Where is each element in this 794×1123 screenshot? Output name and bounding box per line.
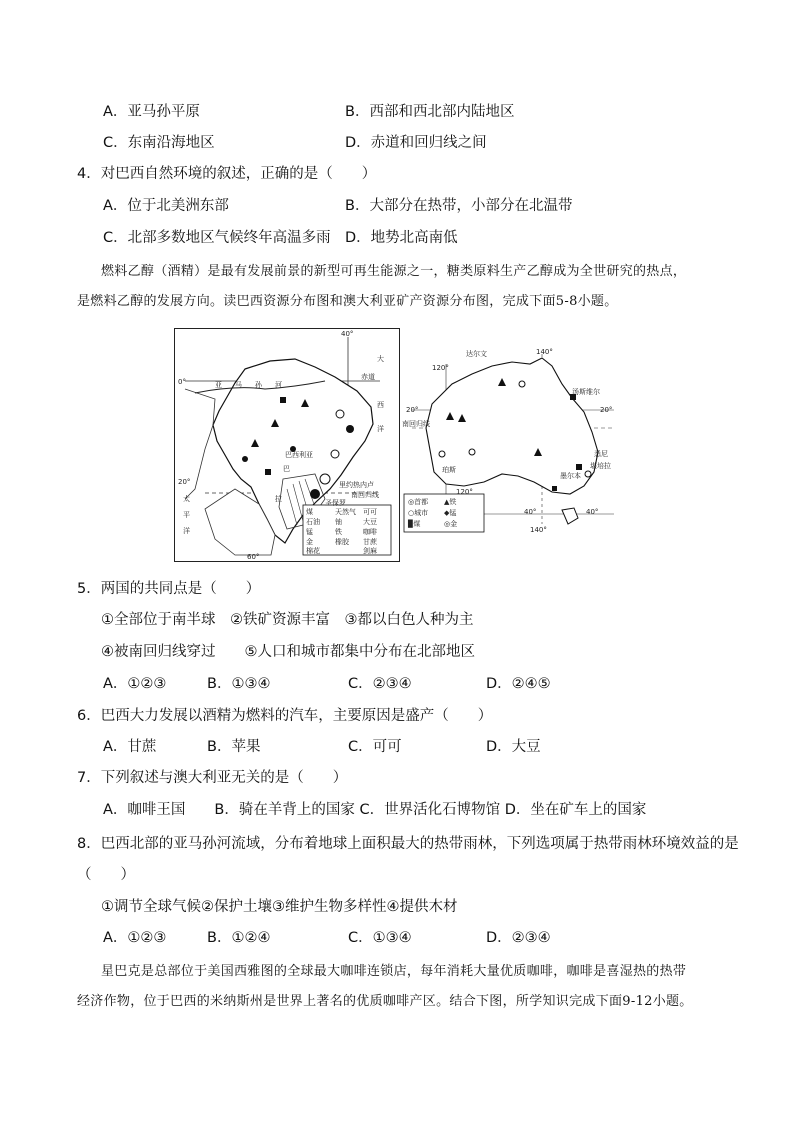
brazil-amazon3: 孙 bbox=[255, 381, 262, 389]
legend-uranium: 铀 bbox=[335, 518, 342, 526]
brazil-amazon1: 亚 bbox=[215, 381, 222, 389]
legend-sisal: 剑麻 bbox=[363, 547, 377, 555]
q8-paren: （ ） bbox=[77, 867, 135, 883]
legend-iron: 铁 bbox=[335, 528, 342, 536]
q8-option-d: D．②③④ bbox=[486, 930, 551, 946]
australia-map-graphic bbox=[402, 344, 624, 536]
brazil-ocean3: 洋 bbox=[377, 425, 384, 433]
brazil-resource-map bbox=[174, 328, 400, 562]
brazil-ocean1: 大 bbox=[377, 355, 384, 363]
q8-option-c: C．①③④ bbox=[348, 930, 412, 946]
brazil-tropic: 南回归线 bbox=[351, 491, 379, 499]
aus-canberra: 堪培拉 bbox=[590, 462, 611, 470]
aus-lat40-right: 40° bbox=[586, 508, 599, 516]
q3-option-b: B．西部和西北部内陆地区 bbox=[345, 104, 515, 120]
brazil-map-graphic bbox=[175, 329, 399, 561]
aus-legend-capital: ◎首都 bbox=[408, 498, 429, 506]
q8-stem: 8．巴西北部的亚马孙河流域，分布着地球上面积最大的热带雨林，下列选项属于热带雨林环境效益的是 bbox=[77, 836, 739, 852]
legend-rubber: 橡胶 bbox=[335, 538, 349, 546]
q8-statements: ①调节全球气候②保护土壤③维护生物多样性④提供木材 bbox=[101, 899, 458, 915]
q6-option-c: C．可可 bbox=[348, 739, 402, 755]
brazil-ba: 巴 bbox=[283, 465, 290, 473]
q7-stem: 7．下列叙述与澳大利亚无关的是（ ） bbox=[77, 770, 348, 786]
q5-statements-1: ①全部位于南半球 ②铁矿资源丰富 ③都以白色人种为主 bbox=[101, 612, 474, 628]
passage2-line2: 经济作物，位于巴西的米纳斯州是世界上著名的优质咖啡产区。结合下图，所学知识完成下面9-12小题。 bbox=[77, 994, 693, 1009]
legend-mn: 锰 bbox=[306, 528, 313, 536]
q8-option-b: B．①②④ bbox=[207, 930, 271, 946]
legend-cocoa: 可可 bbox=[363, 508, 377, 516]
aus-lat20-left: 20° bbox=[406, 406, 419, 414]
brazil-rio: 里约热内卢 bbox=[339, 481, 374, 489]
q5-option-a: A．①②③ bbox=[103, 676, 167, 692]
legend-cotton: 棉花 bbox=[306, 547, 320, 555]
brazil-equator: 赤道 bbox=[361, 373, 375, 381]
aus-lon120-bottom: 120° bbox=[456, 488, 473, 496]
q3-option-c: C．东南沿海地区 bbox=[103, 135, 215, 151]
legend-sugarcane: 甘蔗 bbox=[363, 538, 377, 546]
aus-lat20-right: 20° bbox=[600, 406, 613, 414]
passage2-line1: 星巴克是总部位于美国西雅图的全球最大咖啡连锁店，每年消耗大量优质咖啡，咖啡是喜湿热的热带 bbox=[101, 964, 687, 979]
australia-resource-map bbox=[402, 344, 624, 536]
brazil-amazon2: 马 bbox=[235, 381, 242, 389]
q5-statements-2: ④被南回归线穿过 ⑤人口和城市都集中分布在北部地区 bbox=[101, 644, 475, 660]
aus-melbourne: 墨尔本 bbox=[560, 472, 581, 480]
q5-stem: 5．两国的共同点是（ ） bbox=[77, 581, 261, 597]
q3-option-a: A．亚马孙平原 bbox=[103, 104, 200, 120]
brazil-la: 拉 bbox=[275, 495, 282, 503]
q5-option-b: B．①③④ bbox=[207, 676, 271, 692]
q6-stem: 6．巴西大力发展以酒精为燃料的汽车，主要原因是盛产（ ） bbox=[77, 708, 493, 724]
legend-oil: 石油 bbox=[306, 518, 320, 526]
q6-option-d: D．大豆 bbox=[486, 739, 541, 755]
q4-option-a: A．位于北美洲东部 bbox=[103, 198, 229, 214]
aus-legend-gold: ◎金 bbox=[444, 520, 458, 528]
aus-darwin: 达尔文 bbox=[466, 350, 487, 358]
q5-option-c: C．②③④ bbox=[348, 676, 412, 692]
brazil-lat0: 0° bbox=[178, 378, 186, 386]
q4-option-c: C．北部多数地区气候终年高温多雨 bbox=[103, 230, 331, 246]
legend-gas: 天然气 bbox=[335, 508, 356, 516]
q6-option-b: B．苹果 bbox=[207, 739, 261, 755]
brazil-pacific3: 洋 bbox=[183, 527, 190, 535]
legend-gold: 金 bbox=[306, 538, 313, 546]
aus-legend-coal: ▉煤 bbox=[408, 520, 421, 528]
q5-option-d: D．②④⑤ bbox=[486, 676, 551, 692]
q3-option-d: D．赤道和回归线之间 bbox=[345, 135, 487, 151]
q4-option-b: B．大部分在热带，小部分在北温带 bbox=[345, 198, 573, 214]
aus-legend-iron: ▲铁 bbox=[444, 498, 457, 506]
legend-soy: 大豆 bbox=[363, 518, 377, 526]
q7-options: A．咖啡王国 B．骑在羊背上的国家 C．世界活化石博物馆 D．坐在矿车上的国家 bbox=[103, 802, 647, 818]
aus-legend-mn: ◆锰 bbox=[444, 509, 457, 517]
aus-townsville: 汤斯维尔 bbox=[572, 388, 600, 396]
aus-sydney: 悉尼 bbox=[594, 450, 608, 458]
passage1-line2: 是燃料乙醇的发展方向。读巴西资源分布图和澳大利亚矿产资源分布图，完成下面5-8小题。 bbox=[77, 294, 618, 309]
aus-lat40-left: 40° bbox=[524, 508, 537, 516]
brazil-ocean2: 西 bbox=[377, 401, 384, 409]
aus-legend-city: ○城市 bbox=[408, 509, 429, 517]
aus-perth: 珀斯 bbox=[442, 466, 456, 474]
aus-lon140: 140° bbox=[536, 348, 553, 356]
aus-lon140-bottom: 140° bbox=[530, 526, 547, 534]
q8-option-a: A．①②③ bbox=[103, 930, 167, 946]
q6-option-a: A．甘蔗 bbox=[103, 739, 157, 755]
legend-coffee: 咖啡 bbox=[363, 528, 377, 536]
brazil-saopaulo: 圣保罗 bbox=[325, 499, 346, 507]
legend-coal: 煤 bbox=[306, 508, 313, 516]
passage1-line1: 燃料乙醇（酒精）是最有发展前景的新型可再生能源之一，糖类原料生产乙醇成为全世研究的热点， bbox=[101, 264, 687, 279]
aus-tropic: 南回归线 bbox=[402, 420, 430, 428]
aus-lon120: 120° bbox=[432, 364, 449, 372]
brazil-lon40: 40° bbox=[341, 330, 354, 338]
brazil-capital: 巴西利亚 bbox=[285, 451, 313, 459]
q4-option-d: D．地势北高南低 bbox=[345, 230, 458, 246]
q4-stem: 4．对巴西自然环境的叙述，正确的是（ ） bbox=[77, 166, 377, 182]
brazil-pacific1: 太 bbox=[183, 495, 190, 503]
brazil-lat20: 20° bbox=[178, 478, 191, 486]
brazil-amazon4: 河 bbox=[275, 381, 282, 389]
brazil-pacific2: 平 bbox=[183, 511, 190, 519]
brazil-lon60: 60° bbox=[247, 553, 260, 561]
